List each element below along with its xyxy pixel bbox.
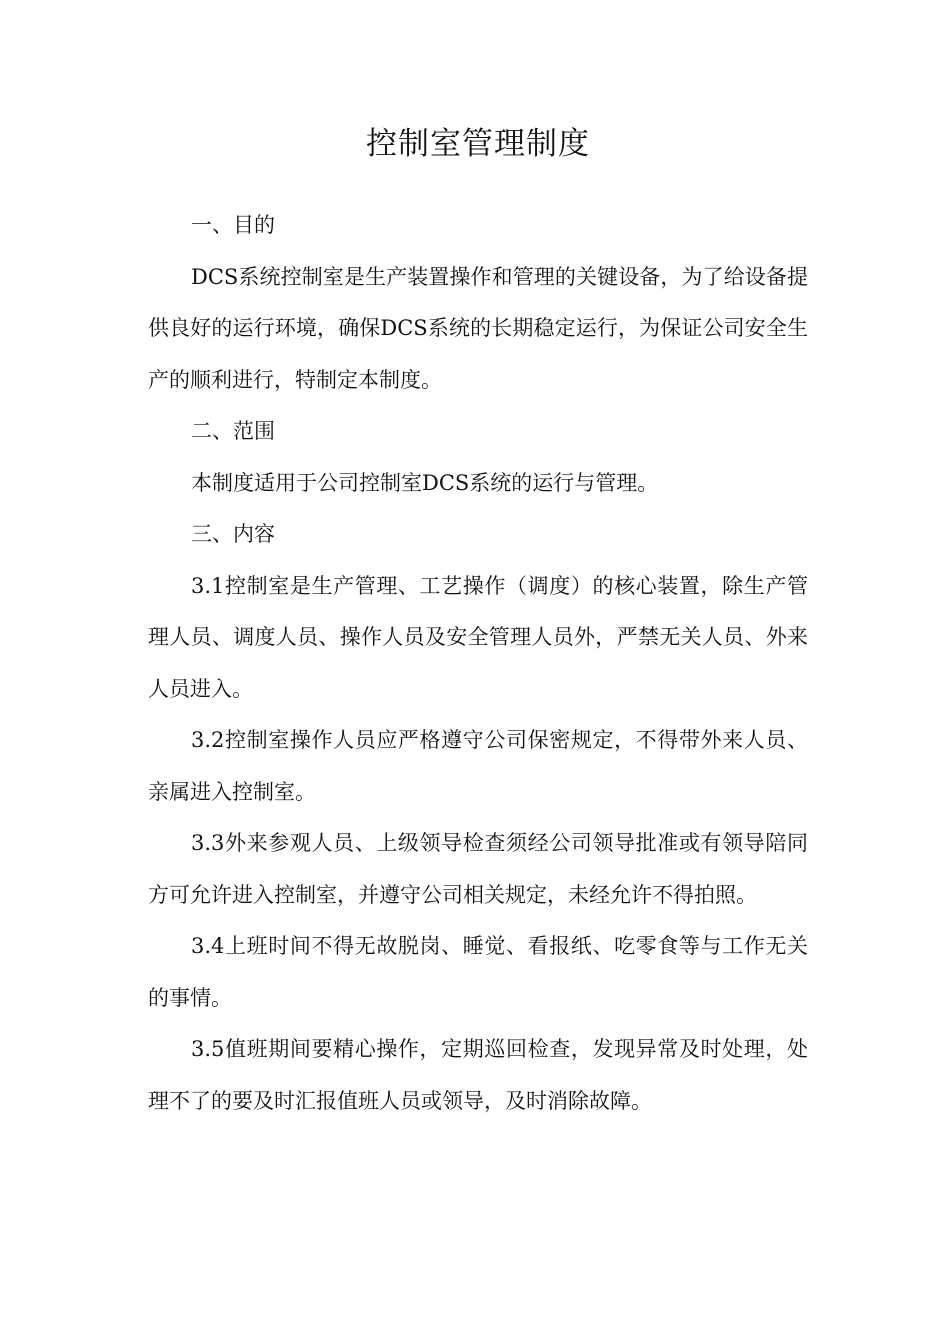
paragraph-item-3-5: 3.5值班期间要精心操作，定期巡回检查，发现异常及时处理，处理不了的要及时汇报值班人员或领导，及时消除故障。 [148,1037,808,1113]
paragraph-item-3-2: 3.2控制室操作人员应严格遵守公司保密规定，不得带外来人员、亲属进入控制室。 [148,728,808,804]
paragraph-item-3-3: 3.3外来参观人员、上级领导检查须经公司领导批准或有领导陪同方可允许进入控制室，并遵守公司相关规定，未经允许不得拍照。 [148,831,808,907]
paragraph-item-3-1: 3.1控制室是生产管理、工艺操作（调度）的核心装置，除生产管理人员、调度人员、操作人员及安全管理人员外，严禁无关人员、外来人员进入。 [148,573,808,701]
section-heading-content: 三、内容 [191,522,275,546]
section-heading-scope: 二、范围 [191,419,275,443]
section-heading-purpose: 一、目的 [191,213,275,237]
paragraph-purpose: DCS系统控制室是生产装置操作和管理的关键设备，为了给设备提供良好的运行环境，确保DCS系统的长期稳定运行，为保证公司安全生产的顺利进行，特制定本制度。 [148,264,808,392]
document-title: 控制室管理制度 [366,126,590,162]
document-page [148,118,808,1127]
paragraph-scope: 本制度适用于公司控制室DCS系统的运行与管理。 [191,470,659,495]
paragraph-item-3-4: 3.4上班时间不得无故脱岗、睡觉、看报纸、吃零食等与工作无关的事情。 [148,934,808,1010]
